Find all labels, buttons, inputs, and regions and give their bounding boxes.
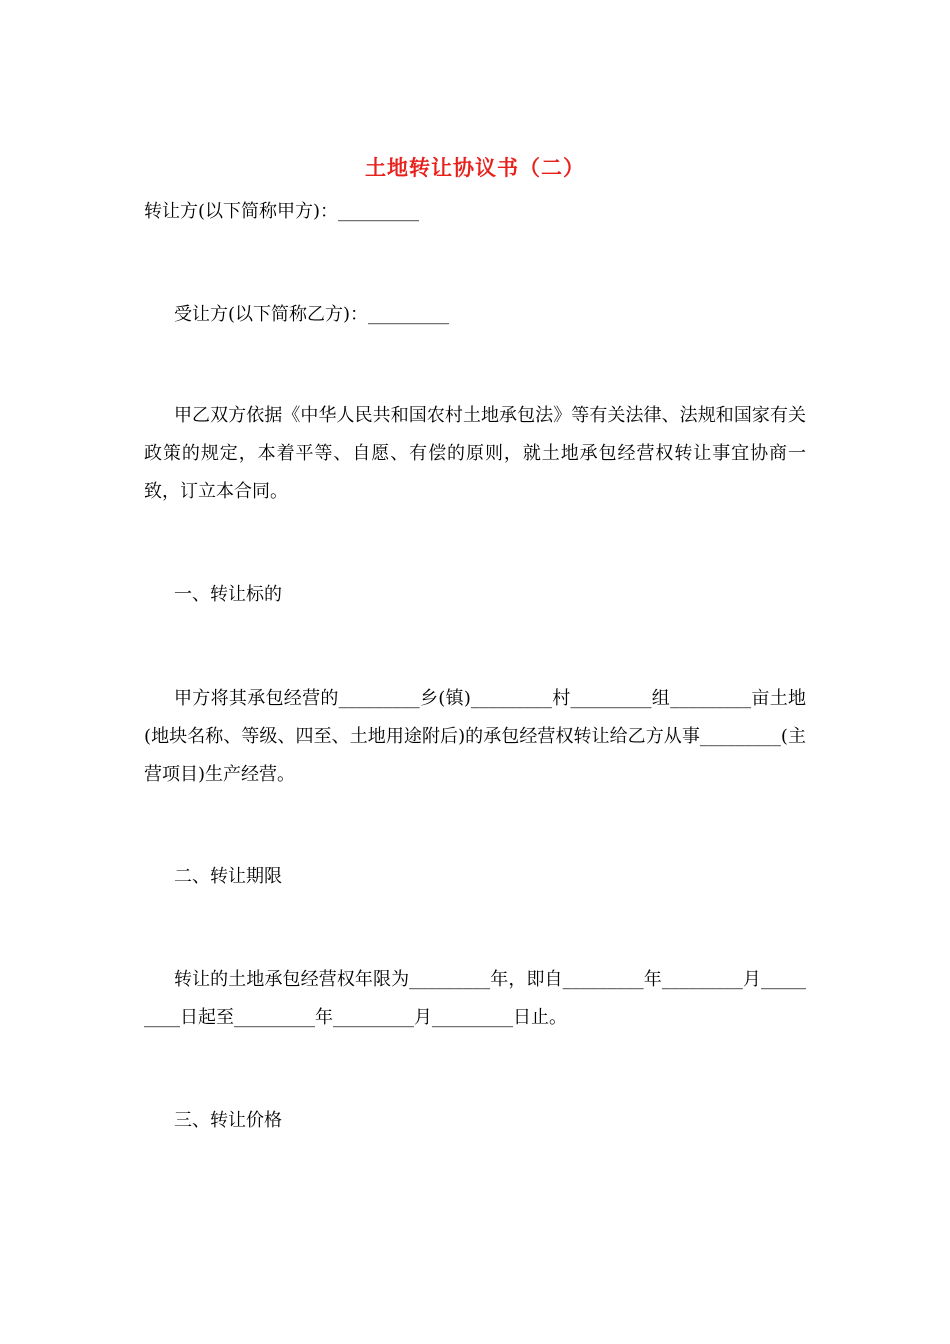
transferee-line: 受让方(以下简称乙方)：_________ bbox=[174, 304, 450, 325]
section1-heading: 一、转让标的 bbox=[174, 584, 282, 605]
section2-heading: 二、转让期限 bbox=[174, 866, 282, 887]
intro-paragraph: 甲乙双方依据《中华人民共和国农村土地承包法》等有关法律、法规和国家有关政策的规定，本着平等、自愿、有偿的原则，就土地承包经营权转让事宜协商一致，订立本合同。 bbox=[144, 405, 806, 502]
section2-paragraph: 转让的土地承包经营权年限为_________年，即自_________年_________月_________日起至_________年_________月_________日止。 bbox=[144, 969, 806, 1028]
transferor-line: 转让方(以下简称甲方)：_________ bbox=[144, 201, 420, 222]
section1-paragraph: 甲方将其承包经营的_________乡(镇)_________村_________组_________亩土地(地块名称、等级、四至、土地用途附后)的承包经营权转让给乙方从事_________(主营项目)生产经营。 bbox=[144, 688, 806, 785]
section3-heading: 三、转让价格 bbox=[174, 1110, 282, 1131]
document-title: 土地转让协议书（二） bbox=[365, 155, 585, 180]
